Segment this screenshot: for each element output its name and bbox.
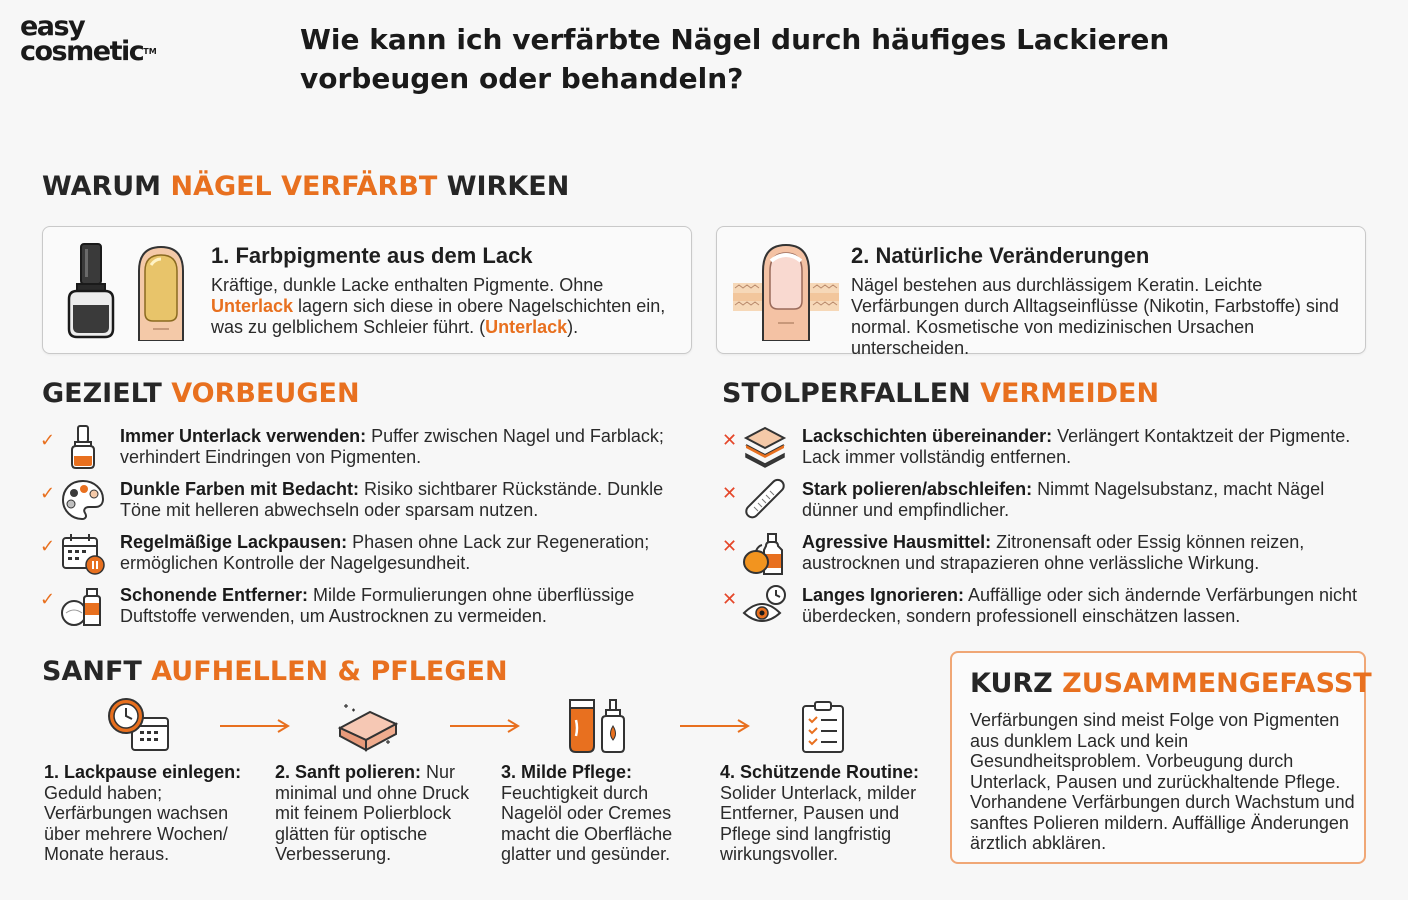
check-icon: ✓ <box>40 430 56 450</box>
why-title-c: WIRKEN <box>437 171 570 202</box>
avoid-item-3-desc: Zitronensaft oder Essig können reizen, austrocknen und strapazieren ohne verlässliche Wirkung. <box>802 532 1305 573</box>
why-card-natural <box>716 226 1366 358</box>
check-icon: ✓ <box>40 589 56 609</box>
avoid-item-2-desc: Nimmt Nagelsubstanz, macht Nägel dünner und empfindlicher. <box>802 479 1325 520</box>
base-coat-bottle-icon <box>60 424 106 470</box>
check-icon: ✓ <box>40 536 56 556</box>
arrow-right-icon <box>450 716 522 736</box>
avoid-item-3-bold: Agressive Hausmittel: <box>802 532 992 552</box>
finger-nail-layers-icon <box>733 241 839 341</box>
avoid-item-1-text <box>802 426 1382 468</box>
care-step-4 <box>720 762 935 865</box>
prevent-list <box>40 424 690 634</box>
summary-title <box>970 668 1372 700</box>
eye-clock-icon <box>742 583 788 629</box>
summary-title-b: ZUSAMMENGEFASST <box>1062 668 1372 699</box>
prevent-section-title <box>42 378 360 410</box>
why-card-1-text <box>211 275 681 338</box>
logo-line-1: easy <box>20 11 85 42</box>
yellowed-nail-icon <box>133 241 189 341</box>
avoid-item-1-desc: Verlängert Kontaktzeit der Pigmente. Lack immer vollständig entfernen. <box>802 426 1351 467</box>
why-title-a: WARUM <box>42 171 171 202</box>
care-step-1-bold: 1. Lackpause einlegen: <box>44 762 242 782</box>
prevent-item-4-desc: Milde Formulierungen ohne überflüssige Duftstoffe verwenden, um Austrocknen zu vermeiden. <box>120 585 635 626</box>
why-card-pigments <box>42 226 692 354</box>
summary-text: Verfärbungen sind meist Folge von Pigmenten aus dunklem Lack und kein Gesundheitsproblem. Vorbeugung durch Unterlack, Pausen und zurückhaltende Pflege. Vorhandene Verfärbungen durch Wachstum und sanftes Polieren mildern. Auffällige Änderungen ärztlich abklären. <box>970 710 1355 853</box>
checklist-icon <box>800 700 846 754</box>
arrow-right-icon <box>220 716 292 736</box>
cross-icon: ✕ <box>722 483 738 503</box>
prevent-item-4-text <box>120 585 700 627</box>
care-step-2 <box>275 762 480 865</box>
avoid-item-2-bold: Stark polieren/abschleifen: <box>802 479 1033 499</box>
cream-oil-icon <box>566 698 630 754</box>
nail-polish-bottle-icon <box>63 241 119 341</box>
avoid-item-4-bold: Langes Ignorieren: <box>802 585 965 605</box>
prevent-item-1-bold: Immer Unterlack verwenden: <box>120 426 367 446</box>
prevent-item-3-desc: Phasen ohne Lack zur Regeneration; ermöglichen Kontrolle der Nagelgesundheit. <box>120 532 650 573</box>
color-palette-icon <box>60 477 106 523</box>
care-step-4-bold: 4. Schützende Routine: <box>720 762 920 782</box>
remover-bottle-icon <box>60 583 106 629</box>
avoid-item-3-text <box>802 532 1382 574</box>
why-title-b: NÄGEL VERFÄRBT <box>170 171 438 202</box>
summary-box <box>950 651 1372 864</box>
prevent-item-2-text <box>120 479 700 521</box>
prevent-title-a: GEZIELT <box>42 378 172 409</box>
check-icon: ✓ <box>40 483 56 503</box>
page-title: Wie kann ich verfärbte Nägel durch häufiges Lackieren vorbeugen oder behandeln? <box>300 23 1170 95</box>
prevent-item-3-text <box>120 532 700 574</box>
cross-icon: ✕ <box>722 589 738 609</box>
care-section-title <box>42 656 508 688</box>
calendar-pause-icon <box>60 530 106 576</box>
prevent-title-b: VORBEUGEN <box>171 378 360 409</box>
avoid-title-a: STOLPERFALLEN <box>722 378 981 409</box>
why-section-title <box>42 171 569 203</box>
nail-file-icon <box>742 477 788 523</box>
care-title-a: SANFT <box>42 656 152 687</box>
logo-line-2 <box>20 36 190 67</box>
why-card-1-text-c: ). <box>567 317 579 337</box>
why-card-1-title: 1. Farbpigmente aus dem Lack <box>211 243 533 268</box>
avoid-title-b: VERMEIDEN <box>980 378 1160 409</box>
why-card-2-text: Nägel bestehen aus durchlässigem Keratin. Leichte Verfärbungen durch Alltagseinflüsse (Nikotin, Farbstoffe) sind normal. Kosmetische von medizinischen Ursachen unterscheiden. <box>851 275 1339 358</box>
prevent-item-4-bold: Schonende Entferner: <box>120 585 309 605</box>
care-step-4-desc: Solider Unterlack, milder Entferner, Pausen und Pflege sind langfristig wirkungsvoller. <box>720 782 917 864</box>
care-step-3-desc: Feuchtigkeit durch Nagelöl oder Cremes macht die Oberfläche glatter und gesünder. <box>501 782 673 864</box>
clock-calendar-icon <box>106 696 170 754</box>
arrow-right-icon <box>680 716 752 736</box>
care-step-3 <box>501 762 701 865</box>
care-step-1-desc: Geduld haben; Verfärbungen wachsen über mehrere Wochen/ Monate heraus. <box>44 782 229 864</box>
logo-word: cosmetic <box>20 36 144 67</box>
why-card-1-highlight-1: Unterlack <box>211 296 294 316</box>
avoid-section-title <box>722 378 1159 410</box>
summary-title-a: KURZ <box>970 668 1063 699</box>
why-card-1-text-a: Kräftige, dunkle Lacke enthalten Pigmente. Ohne <box>211 275 604 295</box>
cross-icon: ✕ <box>722 536 738 556</box>
polish-block-icon <box>336 700 400 754</box>
lemon-vinegar-icon <box>742 530 788 576</box>
logo-trademark: TM <box>143 47 157 56</box>
avoid-list <box>722 424 1382 634</box>
care-title-b: AUFHELLEN & PFLEGEN <box>151 656 508 687</box>
why-card-2-title: 2. Natürliche Veränderungen <box>851 243 1150 268</box>
care-step-2-desc: Nur minimal und ohne Druck mit feinem Polierblock glätten für optische Verbesserung. <box>275 762 470 864</box>
care-step-3-bold: 3. Milde Pflege: <box>501 762 633 782</box>
brand-logo <box>20 11 190 67</box>
care-step-1 <box>44 762 259 865</box>
prevent-item-3-bold: Regelmäßige Lackpausen: <box>120 532 348 552</box>
cross-icon: ✕ <box>722 430 738 450</box>
prevent-item-1-desc: Puffer zwischen Nagel und Farblack; verhindert Eindringen von Pigmenten. <box>120 426 664 467</box>
why-card-1-highlight-2: Unterlack <box>485 317 568 337</box>
why-card-1-text-b: lagern sich diese in obere Nagelschichten ein, was zu gelblichem Schleier führt. ( <box>211 296 666 337</box>
avoid-item-1-bold: Lackschichten übereinander: <box>802 426 1053 446</box>
prevent-item-2-desc: Risiko sichtbarer Rückstände. Dunkle Töne mit helleren abwechseln oder sparsam nutzen. <box>120 479 664 520</box>
avoid-item-4-text <box>802 585 1382 627</box>
avoid-item-2-text <box>802 479 1382 521</box>
prevent-item-1-text <box>120 426 700 468</box>
care-step-2-bold: 2. Sanft polieren: <box>275 762 422 782</box>
prevent-item-2-bold: Dunkle Farben mit Bedacht: <box>120 479 360 499</box>
layers-stack-icon <box>742 424 788 470</box>
avoid-item-4-desc: Auffällige oder sich ändernde Verfärbungen nicht überdecken, sondern professionell einschätzen lassen. <box>802 585 1357 626</box>
